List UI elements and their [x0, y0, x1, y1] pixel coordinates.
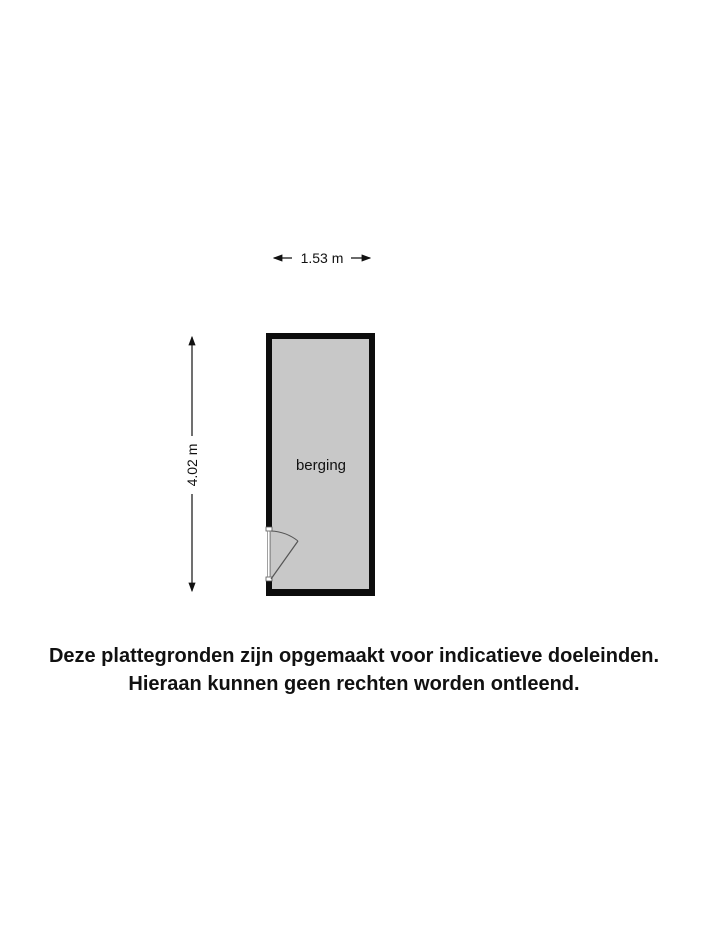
wall-left-upper — [266, 333, 272, 528]
height-dimension — [184, 337, 200, 591]
wall-bottom — [266, 589, 375, 596]
wall-left-lower — [266, 581, 272, 596]
wall-top — [266, 333, 375, 339]
disclaimer-line-2: Hieraan kunnen geen rechten worden ontleend. — [128, 673, 580, 695]
disclaimer-line-1: Deze plattegronden zijn opgemaakt voor indicatieve doeleinden. — [48, 645, 660, 667]
room-label: berging — [295, 457, 347, 474]
room-berging — [266, 333, 375, 596]
disclaimer — [0, 642, 708, 698]
door-jamb-top — [266, 527, 272, 531]
height-label: 4.02 m — [184, 443, 200, 487]
width-dimension — [274, 250, 370, 266]
wall-right — [369, 333, 375, 596]
width-label: 1.53 m — [300, 250, 344, 266]
